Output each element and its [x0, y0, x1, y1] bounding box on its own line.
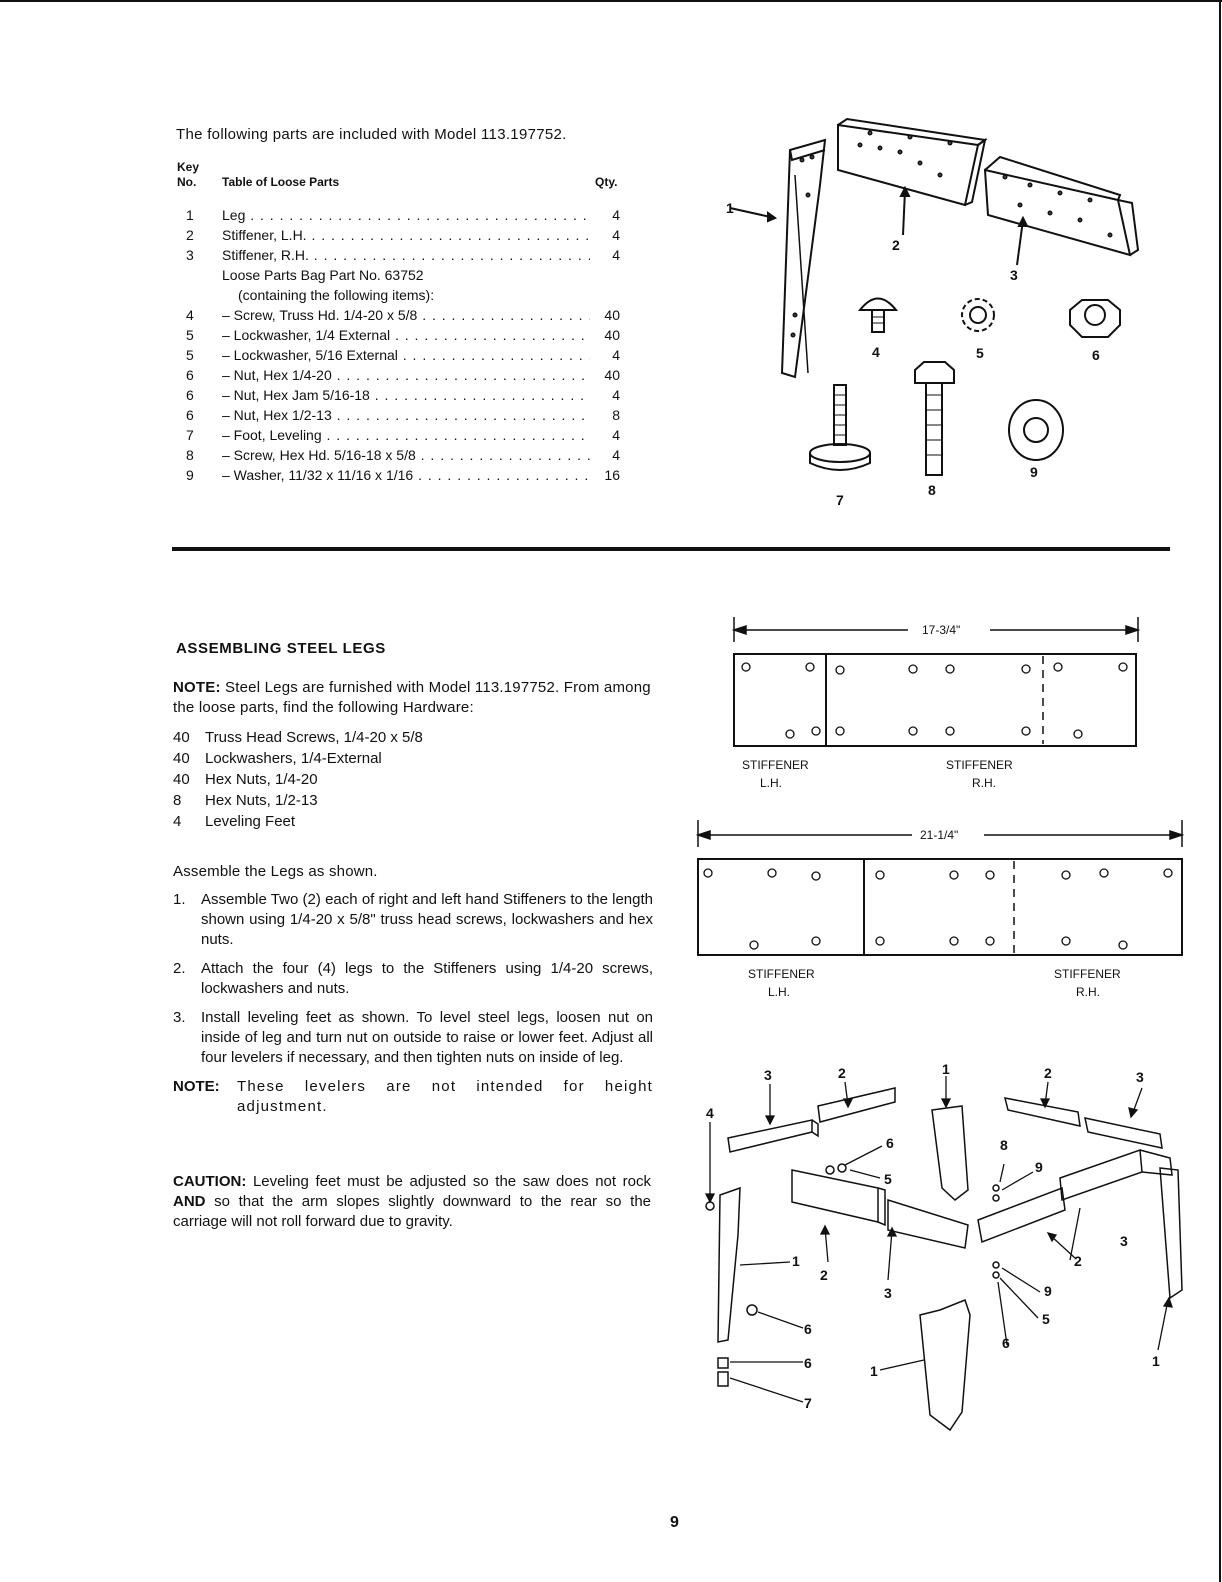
truss-screw-drawing — [860, 299, 896, 333]
step-list — [173, 890, 653, 1068]
exploded-label-2b: 2 — [1044, 1065, 1052, 1081]
hardware-desc: Lockwashers, 1/4-External — [205, 750, 382, 767]
intro-text: The following parts are included with Model 113.197752. — [176, 126, 567, 143]
hardware-desc: Hex Nuts, 1/2-13 — [205, 792, 318, 809]
assembly-step — [173, 1008, 653, 1068]
caution-text-2: so that the arm slopes slightly downward to the rear so the carriage will not roll forward due to gravity. — [173, 1193, 651, 1230]
hardware-qty: 40 — [173, 771, 190, 788]
parts-qty: 40 — [590, 365, 626, 385]
parts-row — [176, 325, 626, 345]
parts-key: 5 — [186, 347, 194, 363]
parts-qty: 16 — [590, 465, 626, 485]
parts-key: 3 — [186, 247, 194, 263]
exploded-label-5b: 5 — [1042, 1311, 1050, 1327]
parts-row — [176, 385, 626, 405]
parts-key — [176, 285, 222, 305]
exploded-label-2c: 2 — [820, 1267, 828, 1283]
diag1-rh-label-2: R.H. — [972, 776, 996, 790]
parts-key: 2 — [186, 227, 194, 243]
parts-row — [176, 405, 626, 425]
parts-desc: Stiffener, R.H. . . . — [222, 245, 590, 265]
exploded-label-6c: 6 — [804, 1321, 812, 1337]
diag1-lh-label-2: L.H. — [760, 776, 783, 790]
step-number: 2. — [173, 960, 186, 977]
parts-key: 9 — [186, 467, 194, 483]
exploded-label-6d: 6 — [804, 1355, 812, 1371]
parts-row — [176, 225, 626, 245]
lockwasher-drawing — [962, 299, 994, 331]
note-text: Steel Legs are furnished with Model 113.197752. From among the loose parts, find the following Hardware: — [173, 679, 651, 716]
dim-17-label: 17-3/4" — [922, 623, 961, 637]
loose-parts-table — [176, 205, 626, 485]
leveler-note — [173, 1077, 653, 1117]
hardware-qty: 8 — [173, 792, 182, 809]
parts-key: 6 — [186, 387, 194, 403]
caution-and: AND — [173, 1193, 206, 1210]
hardware-desc: Hex Nuts, 1/4-20 — [205, 771, 318, 788]
parts-label-2: 2 — [892, 237, 900, 253]
parts-label-7: 7 — [836, 492, 844, 508]
parts-row — [176, 345, 626, 365]
stiffener-rh-drawing — [985, 157, 1138, 265]
parts-qty — [590, 265, 626, 285]
parts-desc: – Screw, Truss Hd. 1/4-20 x 5/8 . . . — [222, 305, 590, 325]
exploded-label-8: 8 — [1000, 1137, 1008, 1153]
exploded-label-5a: 5 — [884, 1171, 892, 1187]
parts-key: 4 — [186, 307, 194, 323]
section-divider — [172, 547, 1170, 551]
hardware-item — [173, 727, 423, 748]
assembly-step — [173, 959, 653, 999]
diag2-rh-label-1: STIFFENER — [1054, 967, 1121, 981]
parts-qty: 4 — [590, 385, 626, 405]
parts-qty: 8 — [590, 405, 626, 425]
stiffener-diagram-17 — [728, 612, 1148, 797]
exploded-label-1c: 1 — [870, 1363, 878, 1379]
parts-desc: (containing the following items): — [238, 287, 435, 303]
stiffener-lh-drawing — [838, 119, 985, 235]
exploded-label-3b: 3 — [1136, 1069, 1144, 1085]
parts-key: 6 — [186, 407, 194, 423]
parts-label-8: 8 — [928, 482, 936, 498]
hex-nut-drawing — [1070, 300, 1120, 337]
caution-label: CAUTION: — [173, 1173, 247, 1190]
parts-qty: 4 — [590, 445, 626, 465]
parts-row — [176, 285, 626, 305]
exploded-label-9b: 9 — [1044, 1283, 1052, 1299]
parts-row — [176, 205, 626, 225]
parts-desc: Leg . . . — [222, 205, 590, 225]
exploded-label-7: 7 — [804, 1395, 812, 1411]
key-header-line2: No. — [177, 175, 197, 189]
parts-row — [176, 265, 626, 285]
parts-key: 7 — [186, 427, 194, 443]
desc-header: Table of Loose Parts — [222, 175, 340, 189]
diag2-lh-label-1: STIFFENER — [748, 967, 815, 981]
exploded-label-6a: 6 — [886, 1135, 894, 1151]
parts-key: 6 — [186, 367, 194, 383]
diag1-rh-label-1: STIFFENER — [946, 758, 1013, 772]
parts-desc: – Washer, 11/32 x 11/16 x 1/16 . . . — [222, 465, 590, 485]
parts-key: 8 — [186, 447, 194, 463]
hardware-list — [173, 727, 423, 832]
right-border — [1219, 0, 1221, 1582]
parts-qty: 4 — [590, 245, 626, 265]
exploded-label-2a: 2 — [838, 1065, 846, 1081]
parts-qty — [590, 285, 626, 305]
hardware-desc: Leveling Feet — [205, 813, 296, 830]
exploded-label-3a: 3 — [764, 1067, 772, 1083]
assemble-line: Assemble the Legs as shown. — [173, 863, 378, 880]
parts-qty: 4 — [590, 345, 626, 365]
hex-screw-drawing — [915, 362, 954, 475]
assembly-steps — [173, 890, 653, 1117]
qty-header: Qty. — [595, 175, 618, 189]
parts-label-6: 6 — [1092, 347, 1100, 363]
parts-label-1: 1 — [726, 200, 734, 216]
caution-paragraph — [173, 1172, 651, 1232]
parts-row — [176, 245, 626, 265]
parts-desc: – Lockwasher, 5/16 External . . . — [222, 345, 590, 365]
leg-part-drawing — [730, 140, 825, 377]
stiffener-diagram-21 — [692, 815, 1192, 1005]
parts-label-5: 5 — [976, 345, 984, 361]
parts-label-4: 4 — [872, 344, 880, 360]
hardware-qty: 40 — [173, 729, 190, 746]
exploded-label-4: 4 — [706, 1105, 714, 1121]
exploded-label-1a: 1 — [942, 1061, 950, 1077]
parts-desc: Loose Parts Bag Part No. 63752 — [222, 267, 424, 283]
page-number: 9 — [670, 1514, 679, 1531]
parts-qty: 4 — [590, 425, 626, 445]
parts-label-3: 3 — [1010, 267, 1018, 283]
hardware-item — [173, 790, 423, 811]
parts-row — [176, 305, 626, 325]
exploded-label-9a: 9 — [1035, 1159, 1043, 1175]
top-border — [0, 0, 1222, 2]
exploded-label-6b: 6 — [1002, 1335, 1010, 1351]
parts-qty: 4 — [590, 225, 626, 245]
parts-qty: 40 — [590, 325, 626, 345]
hardware-item — [173, 769, 423, 790]
parts-label-9: 9 — [1030, 464, 1038, 480]
parts-desc: – Nut, Hex 1/2-13 . . . — [222, 405, 590, 425]
parts-key: 5 — [186, 327, 194, 343]
dim-21-label: 21-1/4" — [920, 828, 959, 842]
exploded-label-1d: 1 — [1152, 1353, 1160, 1369]
exploded-assembly-view — [700, 1060, 1200, 1450]
parts-key: 1 — [186, 207, 194, 223]
leveler-note-label: NOTE: — [173, 1078, 220, 1095]
parts-desc: – Foot, Leveling . . . — [222, 425, 590, 445]
assembly-heading: ASSEMBLING STEEL LEGS — [176, 640, 386, 657]
diag2-rh-label-2: R.H. — [1076, 985, 1100, 999]
diag2-lh-label-2: L.H. — [768, 985, 791, 999]
hardware-desc: Truss Head Screws, 1/4-20 x 5/8 — [205, 729, 423, 746]
parts-illustration — [720, 115, 1190, 515]
exploded-label-3d: 3 — [1120, 1233, 1128, 1249]
parts-desc: Stiffener, L.H. . . . — [222, 225, 590, 245]
leveling-foot-drawing — [810, 385, 870, 470]
hardware-qty: 40 — [173, 750, 190, 767]
parts-desc: – Screw, Hex Hd. 5/16-18 x 5/8 . . . — [222, 445, 590, 465]
step-number: 1. — [173, 891, 186, 908]
parts-desc: – Nut, Hex 1/4-20 . . . — [222, 365, 590, 385]
diag1-lh-label-1: STIFFENER — [742, 758, 809, 772]
hardware-item — [173, 748, 423, 769]
key-header-line1: Key — [177, 160, 200, 174]
parts-row — [176, 365, 626, 385]
parts-desc: – Nut, Hex Jam 5/16-18 . . . — [222, 385, 590, 405]
step-number: 3. — [173, 1009, 186, 1026]
parts-key — [176, 265, 222, 285]
step-text: Assemble Two (2) each of right and left hand Stiffeners to the length shown using 1/4-20 x 5/8" truss head screws, lockwashers and hex nuts. — [201, 891, 653, 948]
parts-row — [176, 445, 626, 465]
parts-desc: – Lockwasher, 1/4 External . . . — [222, 325, 590, 345]
step-text: Install leveling feet as shown. To level steel legs, loosen nut on inside of leg and turn nut on outside to raise or lower feet. Adjust all four levelers if necessary, and then tighten nuts on inside of leg. — [201, 1009, 653, 1066]
hardware-item — [173, 811, 423, 832]
parts-row — [176, 425, 626, 445]
step-text: Attach the four (4) legs to the Stiffeners using 1/4-20 screws, lockwashers and nuts. — [201, 960, 653, 997]
hardware-qty: 4 — [173, 813, 182, 830]
parts-qty: 4 — [590, 205, 626, 225]
assembly-step — [173, 890, 653, 950]
exploded-label-1b: 1 — [792, 1253, 800, 1269]
assembly-note — [173, 678, 653, 718]
note-label: NOTE: — [173, 679, 221, 696]
leveler-note-text: These levelers are not intended for height adjustment. — [237, 1078, 653, 1115]
exploded-label-2d: 2 — [1074, 1253, 1082, 1269]
exploded-label-3c: 3 — [884, 1285, 892, 1301]
washer-drawing — [1009, 400, 1063, 460]
caution-text-1: Leveling feet must be adjusted so the saw does not rock — [252, 1173, 651, 1190]
key-header — [177, 160, 199, 190]
parts-row — [176, 465, 626, 485]
parts-qty: 40 — [590, 305, 626, 325]
